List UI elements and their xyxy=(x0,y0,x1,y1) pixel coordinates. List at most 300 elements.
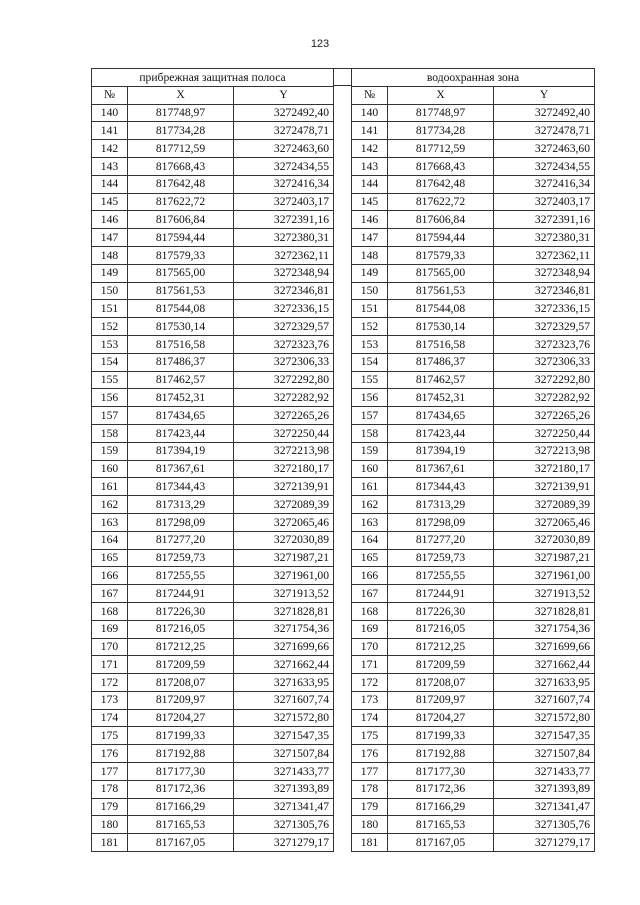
point-number-cell: 171 xyxy=(92,656,128,674)
table-row xyxy=(92,193,334,211)
table-row xyxy=(92,620,334,638)
table-row xyxy=(352,211,595,229)
point-number-cell: 155 xyxy=(352,371,388,389)
point-number-cell: 177 xyxy=(352,763,388,781)
x-coordinate-cell: 817668,43 xyxy=(388,157,494,175)
x-coordinate-cell: 817434,65 xyxy=(388,407,494,425)
y-coordinate-cell: 3271699,66 xyxy=(234,638,334,656)
y-coordinate-cell: 3271572,80 xyxy=(494,709,595,727)
x-coordinate-cell: 817367,61 xyxy=(128,460,234,478)
table-row xyxy=(92,175,334,193)
point-number-cell: 140 xyxy=(352,104,388,122)
point-number-cell: 144 xyxy=(92,175,128,193)
x-coordinate-cell: 817516,58 xyxy=(388,335,494,353)
table-row xyxy=(352,602,595,620)
table-row xyxy=(92,211,334,229)
x-coordinate-cell: 817177,30 xyxy=(388,763,494,781)
table-row xyxy=(92,389,334,407)
x-coordinate-cell: 817313,29 xyxy=(128,496,234,514)
table-row xyxy=(352,407,595,425)
table-row xyxy=(352,674,595,692)
x-coordinate-cell: 817199,33 xyxy=(128,727,234,745)
table-row xyxy=(92,104,334,122)
y-coordinate-cell: 3271633,95 xyxy=(494,674,595,692)
point-number-cell: 160 xyxy=(352,460,388,478)
point-number-cell: 173 xyxy=(352,691,388,709)
table-row xyxy=(92,496,334,514)
point-number-cell: 159 xyxy=(352,442,388,460)
y-coordinate-cell: 3271507,84 xyxy=(234,745,334,763)
x-coordinate-cell: 817423,44 xyxy=(388,424,494,442)
point-number-cell: 148 xyxy=(92,246,128,264)
x-coordinate-cell: 817298,09 xyxy=(388,513,494,531)
point-number-cell: 162 xyxy=(352,496,388,514)
point-number-cell: 176 xyxy=(92,745,128,763)
point-number-cell: 147 xyxy=(352,229,388,247)
x-coordinate-cell: 817668,43 xyxy=(128,157,234,175)
point-number-cell: 178 xyxy=(352,780,388,798)
table-row xyxy=(352,282,595,300)
y-coordinate-cell: 3272089,39 xyxy=(494,496,595,514)
point-number-cell: 167 xyxy=(92,585,128,603)
x-coordinate-cell: 817244,91 xyxy=(388,585,494,603)
point-number-cell: 168 xyxy=(92,602,128,620)
y-coordinate-cell: 3271754,36 xyxy=(234,620,334,638)
point-number-cell: 181 xyxy=(92,834,128,852)
point-number-cell: 145 xyxy=(92,193,128,211)
point-number-cell: 174 xyxy=(92,709,128,727)
y-coordinate-cell: 3272348,94 xyxy=(494,264,595,282)
y-coordinate-cell: 3271828,81 xyxy=(494,602,595,620)
table-row xyxy=(352,745,595,763)
x-coordinate-cell: 817734,28 xyxy=(128,122,234,140)
x-coordinate-cell: 817209,97 xyxy=(388,691,494,709)
point-number-cell: 156 xyxy=(92,389,128,407)
y-coordinate-cell: 3271393,89 xyxy=(494,780,595,798)
point-number-cell: 169 xyxy=(352,620,388,638)
x-coordinate-cell: 817216,05 xyxy=(128,620,234,638)
point-number-cell: 172 xyxy=(352,674,388,692)
y-coordinate-cell: 3272306,33 xyxy=(234,353,334,371)
point-number-cell: 152 xyxy=(92,318,128,336)
y-coordinate-cell: 3272139,91 xyxy=(494,478,595,496)
x-coordinate-cell: 817167,05 xyxy=(388,834,494,852)
x-coordinate-cell: 817606,84 xyxy=(128,211,234,229)
x-coordinate-cell: 817212,25 xyxy=(388,638,494,656)
x-coordinate-cell: 817277,20 xyxy=(388,531,494,549)
x-coordinate-cell: 817486,37 xyxy=(388,353,494,371)
y-coordinate-cell: 3272434,55 xyxy=(494,157,595,175)
point-number-cell: 162 xyxy=(92,496,128,514)
point-number-cell: 179 xyxy=(92,798,128,816)
y-coordinate-cell: 3271341,47 xyxy=(494,798,595,816)
x-coordinate-cell: 817561,53 xyxy=(388,282,494,300)
table-row xyxy=(352,246,595,264)
table-row xyxy=(352,513,595,531)
point-number-cell: 163 xyxy=(352,513,388,531)
table-row xyxy=(92,816,334,834)
y-coordinate-cell: 3271433,77 xyxy=(494,763,595,781)
y-coordinate-cell: 3271987,21 xyxy=(494,549,595,567)
point-number-cell: 178 xyxy=(92,780,128,798)
table-row xyxy=(92,780,334,798)
table-row xyxy=(352,656,595,674)
y-coordinate-cell: 3272463,60 xyxy=(494,140,595,158)
table-title: прибрежная защитная полоса xyxy=(92,69,334,87)
point-number-cell: 179 xyxy=(352,798,388,816)
table-row xyxy=(352,620,595,638)
table-divider xyxy=(334,68,351,86)
table-row xyxy=(352,780,595,798)
x-coordinate-cell: 817748,97 xyxy=(388,104,494,122)
y-coordinate-cell: 3272416,34 xyxy=(494,175,595,193)
table-row xyxy=(92,229,334,247)
column-header-y: Y xyxy=(494,86,595,104)
table-row xyxy=(352,691,595,709)
y-coordinate-cell: 3271393,89 xyxy=(234,780,334,798)
y-coordinate-cell: 3272329,57 xyxy=(234,318,334,336)
point-number-cell: 172 xyxy=(92,674,128,692)
x-coordinate-cell: 817544,08 xyxy=(128,300,234,318)
table-row xyxy=(92,549,334,567)
point-number-cell: 158 xyxy=(92,424,128,442)
x-coordinate-cell: 817313,29 xyxy=(388,496,494,514)
y-coordinate-cell: 3271572,80 xyxy=(234,709,334,727)
y-coordinate-cell: 3272139,91 xyxy=(234,478,334,496)
point-number-cell: 165 xyxy=(352,549,388,567)
x-coordinate-cell: 817216,05 xyxy=(388,620,494,638)
point-number-cell: 175 xyxy=(92,727,128,745)
x-coordinate-cell: 817192,88 xyxy=(128,745,234,763)
y-coordinate-cell: 3272346,81 xyxy=(234,282,334,300)
y-coordinate-cell: 3271279,17 xyxy=(234,834,334,852)
y-coordinate-cell: 3272336,15 xyxy=(494,300,595,318)
table-row xyxy=(92,353,334,371)
table-row xyxy=(352,798,595,816)
y-coordinate-cell: 3272329,57 xyxy=(494,318,595,336)
point-number-cell: 141 xyxy=(92,122,128,140)
point-number-cell: 173 xyxy=(92,691,128,709)
table-row xyxy=(352,122,595,140)
column-header-x: X xyxy=(388,86,494,104)
y-coordinate-cell: 3272292,80 xyxy=(234,371,334,389)
y-coordinate-cell: 3272336,15 xyxy=(234,300,334,318)
point-number-cell: 170 xyxy=(92,638,128,656)
point-number-cell: 145 xyxy=(352,193,388,211)
point-number-cell: 174 xyxy=(352,709,388,727)
y-coordinate-cell: 3272416,34 xyxy=(234,175,334,193)
point-number-cell: 151 xyxy=(92,300,128,318)
y-coordinate-cell: 3271913,52 xyxy=(494,585,595,603)
x-coordinate-cell: 817298,09 xyxy=(128,513,234,531)
table-row xyxy=(352,300,595,318)
table-row xyxy=(92,531,334,549)
x-coordinate-cell: 817486,37 xyxy=(128,353,234,371)
point-number-cell: 146 xyxy=(352,211,388,229)
x-coordinate-cell: 817165,53 xyxy=(388,816,494,834)
column-header-y: Y xyxy=(234,86,334,104)
table-row xyxy=(92,478,334,496)
x-coordinate-cell: 817192,88 xyxy=(388,745,494,763)
point-number-cell: 156 xyxy=(352,389,388,407)
table-row xyxy=(352,496,595,514)
x-coordinate-cell: 817594,44 xyxy=(388,229,494,247)
table-row xyxy=(352,193,595,211)
point-number-cell: 180 xyxy=(92,816,128,834)
x-coordinate-cell: 817344,43 xyxy=(128,478,234,496)
table-row xyxy=(92,745,334,763)
table-row xyxy=(92,371,334,389)
table-row xyxy=(352,318,595,336)
table-row xyxy=(92,460,334,478)
table-row xyxy=(92,602,334,620)
y-coordinate-cell: 3272213,98 xyxy=(234,442,334,460)
table-row xyxy=(92,585,334,603)
y-coordinate-cell: 3272065,46 xyxy=(494,513,595,531)
y-coordinate-cell: 3272391,16 xyxy=(494,211,595,229)
y-coordinate-cell: 3271547,35 xyxy=(494,727,595,745)
point-number-cell: 177 xyxy=(92,763,128,781)
x-coordinate-cell: 817434,65 xyxy=(128,407,234,425)
point-number-cell: 166 xyxy=(92,567,128,585)
y-coordinate-cell: 3271754,36 xyxy=(494,620,595,638)
point-number-cell: 168 xyxy=(352,602,388,620)
point-number-cell: 150 xyxy=(352,282,388,300)
table-row xyxy=(92,264,334,282)
x-coordinate-cell: 817622,72 xyxy=(388,193,494,211)
page-number: 123 xyxy=(310,38,330,50)
table-row xyxy=(352,478,595,496)
point-number-cell: 152 xyxy=(352,318,388,336)
table-row xyxy=(352,264,595,282)
y-coordinate-cell: 3272362,11 xyxy=(494,246,595,264)
point-number-cell: 155 xyxy=(92,371,128,389)
y-coordinate-cell: 3272391,16 xyxy=(234,211,334,229)
table-row xyxy=(92,798,334,816)
table-row xyxy=(352,549,595,567)
point-number-cell: 170 xyxy=(352,638,388,656)
table-row xyxy=(352,585,595,603)
x-coordinate-cell: 817172,36 xyxy=(388,780,494,798)
point-number-cell: 165 xyxy=(92,549,128,567)
table-row xyxy=(352,371,595,389)
y-coordinate-cell: 3272478,71 xyxy=(494,122,595,140)
point-number-cell: 158 xyxy=(352,424,388,442)
y-coordinate-cell: 3272323,76 xyxy=(234,335,334,353)
x-coordinate-cell: 817734,28 xyxy=(388,122,494,140)
point-number-cell: 146 xyxy=(92,211,128,229)
table-row xyxy=(92,442,334,460)
x-coordinate-cell: 817226,30 xyxy=(128,602,234,620)
y-coordinate-cell: 3272380,31 xyxy=(234,229,334,247)
x-coordinate-cell: 817209,59 xyxy=(128,656,234,674)
table-row xyxy=(92,407,334,425)
table-row xyxy=(352,442,595,460)
x-coordinate-cell: 817177,30 xyxy=(128,763,234,781)
x-coordinate-cell: 817209,97 xyxy=(128,691,234,709)
table-row xyxy=(352,531,595,549)
table-row xyxy=(352,763,595,781)
point-number-cell: 154 xyxy=(92,353,128,371)
y-coordinate-cell: 3271662,44 xyxy=(234,656,334,674)
x-coordinate-cell: 817462,57 xyxy=(128,371,234,389)
y-coordinate-cell: 3272362,11 xyxy=(234,246,334,264)
y-coordinate-cell: 3272030,89 xyxy=(234,531,334,549)
y-coordinate-cell: 3271961,00 xyxy=(234,567,334,585)
x-coordinate-cell: 817204,27 xyxy=(128,709,234,727)
y-coordinate-cell: 3272282,92 xyxy=(494,389,595,407)
table-row xyxy=(92,335,334,353)
y-coordinate-cell: 3272265,26 xyxy=(494,407,595,425)
point-number-cell: 161 xyxy=(92,478,128,496)
y-coordinate-cell: 3271987,21 xyxy=(234,549,334,567)
x-coordinate-cell: 817594,44 xyxy=(128,229,234,247)
x-coordinate-cell: 817579,33 xyxy=(128,246,234,264)
y-coordinate-cell: 3272492,40 xyxy=(234,104,334,122)
point-number-cell: 147 xyxy=(92,229,128,247)
point-number-cell: 153 xyxy=(352,335,388,353)
point-number-cell: 175 xyxy=(352,727,388,745)
table-row xyxy=(352,709,595,727)
point-number-cell: 149 xyxy=(352,264,388,282)
y-coordinate-cell: 3272180,17 xyxy=(234,460,334,478)
y-coordinate-cell: 3271662,44 xyxy=(494,656,595,674)
table-row xyxy=(352,335,595,353)
point-number-cell: 143 xyxy=(352,157,388,175)
point-number-cell: 151 xyxy=(352,300,388,318)
table-row xyxy=(92,691,334,709)
table-row xyxy=(352,460,595,478)
y-coordinate-cell: 3271305,76 xyxy=(494,816,595,834)
point-number-cell: 180 xyxy=(352,816,388,834)
x-coordinate-cell: 817204,27 xyxy=(388,709,494,727)
table-row xyxy=(92,157,334,175)
water-protection-zone-table xyxy=(351,68,595,852)
x-coordinate-cell: 817208,07 xyxy=(388,674,494,692)
table-row xyxy=(352,229,595,247)
point-number-cell: 176 xyxy=(352,745,388,763)
table-row xyxy=(92,318,334,336)
x-coordinate-cell: 817516,58 xyxy=(128,335,234,353)
y-coordinate-cell: 3272492,40 xyxy=(494,104,595,122)
y-coordinate-cell: 3272030,89 xyxy=(494,531,595,549)
point-number-cell: 161 xyxy=(352,478,388,496)
y-coordinate-cell: 3272434,55 xyxy=(234,157,334,175)
column-header-number: № xyxy=(352,86,388,104)
x-coordinate-cell: 817565,00 xyxy=(128,264,234,282)
y-coordinate-cell: 3272306,33 xyxy=(494,353,595,371)
table-row xyxy=(92,140,334,158)
table-row xyxy=(92,656,334,674)
x-coordinate-cell: 817642,48 xyxy=(128,175,234,193)
table-row xyxy=(352,567,595,585)
y-coordinate-cell: 3272250,44 xyxy=(494,424,595,442)
x-coordinate-cell: 817165,53 xyxy=(128,816,234,834)
point-number-cell: 154 xyxy=(352,353,388,371)
table-row xyxy=(352,389,595,407)
point-number-cell: 164 xyxy=(92,531,128,549)
table-row xyxy=(352,834,595,852)
point-number-cell: 163 xyxy=(92,513,128,531)
y-coordinate-cell: 3272213,98 xyxy=(494,442,595,460)
y-coordinate-cell: 3271433,77 xyxy=(234,763,334,781)
x-coordinate-cell: 817212,25 xyxy=(128,638,234,656)
y-coordinate-cell: 3271607,74 xyxy=(494,691,595,709)
table-title: водоохранная зона xyxy=(352,69,595,87)
x-coordinate-cell: 817277,20 xyxy=(128,531,234,549)
x-coordinate-cell: 817172,36 xyxy=(128,780,234,798)
y-coordinate-cell: 3271341,47 xyxy=(234,798,334,816)
point-number-cell: 157 xyxy=(352,407,388,425)
point-number-cell: 169 xyxy=(92,620,128,638)
table-row xyxy=(352,816,595,834)
x-coordinate-cell: 817226,30 xyxy=(388,602,494,620)
point-number-cell: 144 xyxy=(352,175,388,193)
x-coordinate-cell: 817167,05 xyxy=(128,834,234,852)
x-coordinate-cell: 817606,84 xyxy=(388,211,494,229)
x-coordinate-cell: 817712,59 xyxy=(128,140,234,158)
y-coordinate-cell: 3272403,17 xyxy=(234,193,334,211)
x-coordinate-cell: 817255,55 xyxy=(388,567,494,585)
column-header-number: № xyxy=(92,86,128,104)
y-coordinate-cell: 3272180,17 xyxy=(494,460,595,478)
table-row xyxy=(92,638,334,656)
y-coordinate-cell: 3271507,84 xyxy=(494,745,595,763)
y-coordinate-cell: 3272346,81 xyxy=(494,282,595,300)
point-number-cell: 171 xyxy=(352,656,388,674)
x-coordinate-cell: 817367,61 xyxy=(388,460,494,478)
table-row xyxy=(92,424,334,442)
x-coordinate-cell: 817166,29 xyxy=(388,798,494,816)
x-coordinate-cell: 817423,44 xyxy=(128,424,234,442)
table-row xyxy=(92,763,334,781)
x-coordinate-cell: 817712,59 xyxy=(388,140,494,158)
y-coordinate-cell: 3271913,52 xyxy=(234,585,334,603)
y-coordinate-cell: 3272089,39 xyxy=(234,496,334,514)
x-coordinate-cell: 817199,33 xyxy=(388,727,494,745)
table-row xyxy=(92,122,334,140)
y-coordinate-cell: 3272282,92 xyxy=(234,389,334,407)
y-coordinate-cell: 3272463,60 xyxy=(234,140,334,158)
x-coordinate-cell: 817579,33 xyxy=(388,246,494,264)
x-coordinate-cell: 817259,73 xyxy=(388,549,494,567)
y-coordinate-cell: 3272380,31 xyxy=(494,229,595,247)
point-number-cell: 148 xyxy=(352,246,388,264)
x-coordinate-cell: 817561,53 xyxy=(128,282,234,300)
point-number-cell: 166 xyxy=(352,567,388,585)
table-row xyxy=(352,140,595,158)
y-coordinate-cell: 3271305,76 xyxy=(234,816,334,834)
point-number-cell: 142 xyxy=(92,140,128,158)
table-row xyxy=(352,424,595,442)
y-coordinate-cell: 3272478,71 xyxy=(234,122,334,140)
point-number-cell: 149 xyxy=(92,264,128,282)
x-coordinate-cell: 817208,07 xyxy=(128,674,234,692)
x-coordinate-cell: 817544,08 xyxy=(388,300,494,318)
table-row xyxy=(92,300,334,318)
point-number-cell: 153 xyxy=(92,335,128,353)
table-row xyxy=(92,709,334,727)
x-coordinate-cell: 817394,19 xyxy=(128,442,234,460)
x-coordinate-cell: 817209,59 xyxy=(388,656,494,674)
y-coordinate-cell: 3271828,81 xyxy=(234,602,334,620)
x-coordinate-cell: 817530,14 xyxy=(128,318,234,336)
point-number-cell: 142 xyxy=(352,140,388,158)
x-coordinate-cell: 817244,91 xyxy=(128,585,234,603)
point-number-cell: 164 xyxy=(352,531,388,549)
table-row xyxy=(352,157,595,175)
y-coordinate-cell: 3271961,00 xyxy=(494,567,595,585)
